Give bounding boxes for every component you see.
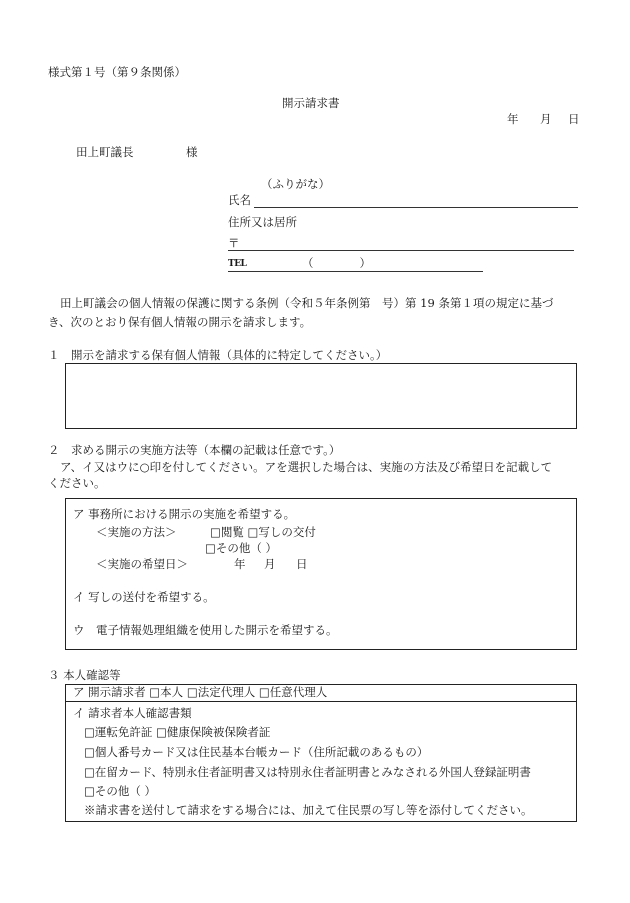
doc-option-1[interactable]: □運転免許証 □健康保険被保険者証 — [84, 725, 271, 739]
tel-label: TEL — [228, 259, 247, 269]
name-input-line[interactable] — [254, 207, 578, 208]
method-date-year: 年 — [234, 557, 246, 571]
furigana-label: （ふりがな） — [261, 177, 330, 191]
doc-option-2[interactable]: □個人番号カード又は住民基本台帳カード（住所記載のあるもの） — [84, 745, 429, 759]
address-input-line[interactable] — [228, 250, 574, 251]
addressee-name: 田上町議長 — [76, 145, 134, 159]
section2-heading: ２ 求める開示の実施方法等（本欄の記載は任意です。） — [48, 443, 341, 457]
residence-remark: ※請求書を送付して請求をする場合には、加えて住民票の写し等を添付してください。 — [84, 803, 533, 817]
doc-option-4[interactable]: □その他（ ） — [84, 784, 157, 798]
address-label: 住所又は居所 — [228, 215, 297, 229]
tel-paren: （ ） — [302, 256, 371, 270]
identity-docs-title: イ 請求者本人確認書類 — [73, 706, 192, 720]
section1-heading: １ 開示を請求する保有個人情報（具体的に特定してください。） — [48, 348, 388, 362]
option-u[interactable]: ウ 電子情報処理組織を使用した開示を希望する。 — [73, 623, 338, 637]
tel-input-line[interactable] — [228, 271, 483, 272]
section3-heading: ３ 本人確認等 — [48, 668, 121, 682]
name-label: 氏名 — [228, 193, 251, 207]
date-year: 年 — [507, 112, 519, 126]
method-date-day: 日 — [296, 557, 308, 571]
doc-option-3[interactable]: □在留カード、特別永住者証明書又は特別永住者証明書とみなされる外国人登録証明書 — [84, 765, 531, 779]
method-label: ＜実施の方法＞ — [96, 525, 177, 539]
option-a[interactable]: ア 事務所における開示の実施を希望する。 — [73, 507, 296, 521]
date-day: 日 — [568, 112, 580, 126]
addressee-suffix: 様 — [186, 145, 198, 159]
method-options-1[interactable]: □閲覧 □写しの交付 — [210, 525, 316, 539]
option-i[interactable]: イ 写しの送付を希望する。 — [73, 590, 215, 604]
page-title: 開示請求書 — [282, 96, 340, 110]
method-options-2[interactable]: □その他（ ） — [205, 541, 278, 555]
date-label: ＜実施の希望日＞ — [96, 557, 188, 571]
section2-note-line-1: ア、イ又はウに○印を付してください。アを選択した場合は、実施の方法及び希望日を記載して — [60, 460, 553, 474]
requested-info-box[interactable] — [65, 363, 577, 429]
intro-line-2: き、次のとおり保有個人情報の開示を請求します。 — [48, 315, 312, 329]
intro-line-1: 田上町議会の個人情報の保護に関する条例（令和５年条例第 号）第 19 条第１項の規定に基づ — [60, 296, 554, 310]
date-month: 月 — [540, 112, 552, 126]
section2-note-line-2: ください。 — [48, 476, 106, 490]
postal-mark: 〒 — [228, 236, 240, 250]
form-number: 様式第１号（第９条関係） — [48, 65, 186, 79]
requester-type[interactable]: ア 開示請求者 □本人 □法定代理人 □任意代理人 — [73, 685, 328, 699]
method-date-month: 月 — [264, 557, 276, 571]
